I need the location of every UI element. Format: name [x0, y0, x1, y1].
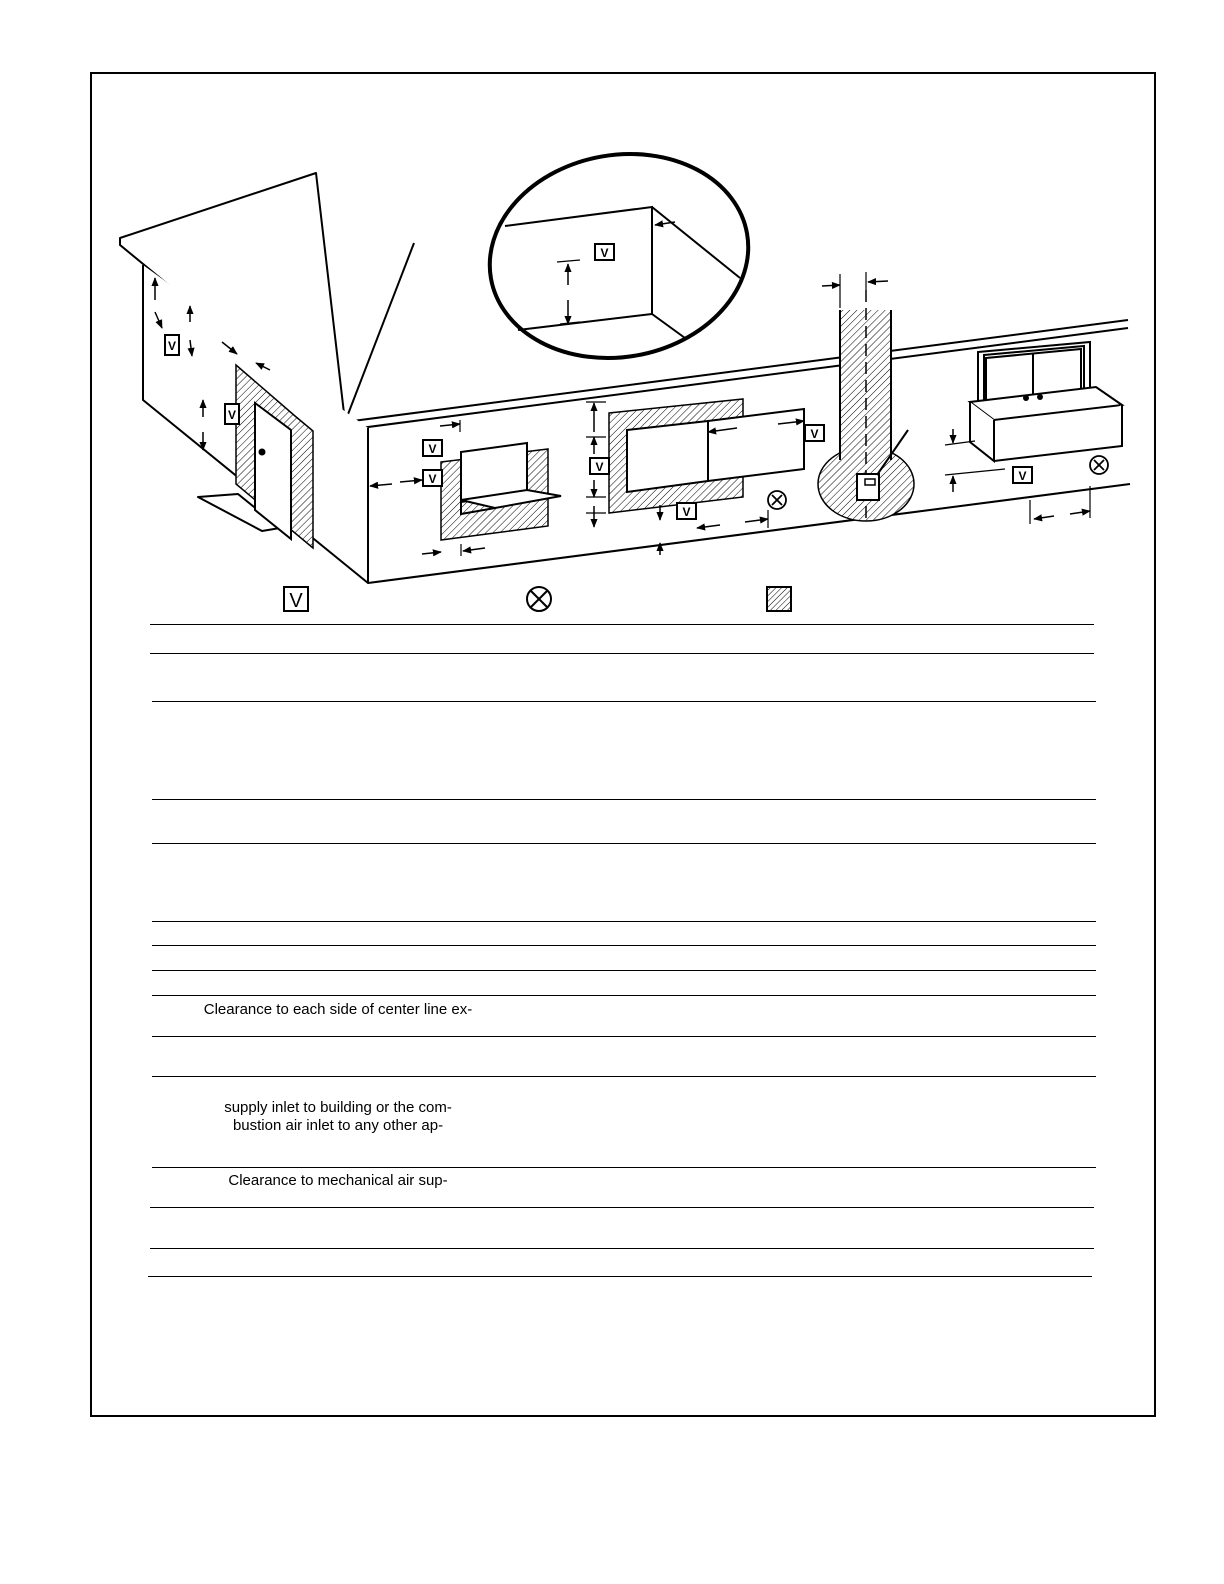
table-rule [152, 945, 1096, 946]
svg-text:V: V [227, 408, 237, 422]
table-rule [152, 1076, 1096, 1077]
svg-text:V: V [1018, 469, 1027, 483]
svg-text:V: V [428, 442, 437, 456]
circle-x-icon [527, 587, 551, 611]
table-rule [150, 624, 1094, 625]
svg-text:V: V [167, 339, 177, 353]
table-rule [152, 799, 1096, 800]
table-rule [152, 843, 1096, 844]
legend-vent-icon [284, 587, 308, 612]
table-rule [152, 701, 1096, 702]
svg-text:V: V [600, 246, 609, 260]
table-rule [150, 1207, 1094, 1208]
table-rule [148, 1276, 1092, 1277]
table-rule [150, 1248, 1094, 1249]
svg-text:V: V [289, 590, 303, 612]
table-rule [150, 653, 1094, 654]
svg-text:V: V [595, 460, 604, 474]
svg-text:V: V [428, 472, 437, 486]
table-rule [152, 995, 1096, 996]
table-rule [152, 970, 1096, 971]
table-cell-text-r9: Clearance to each side of center line ex- [203, 1001, 473, 1018]
table-cell-text-r11-line2: bustion air inlet to any other ap- [232, 1117, 444, 1134]
hatched-square-icon [767, 587, 791, 611]
legend [0, 0, 1224, 620]
table-cell-text-r12: Clearance to mechanical air sup- [228, 1172, 448, 1189]
table-cell-text-r11-line1: supply inlet to building or the com- [224, 1099, 452, 1116]
table-rule [152, 921, 1096, 922]
svg-text:V: V [810, 427, 819, 441]
table-rule [152, 1167, 1096, 1168]
svg-text:V: V [682, 505, 691, 519]
table-rule [152, 1036, 1096, 1037]
